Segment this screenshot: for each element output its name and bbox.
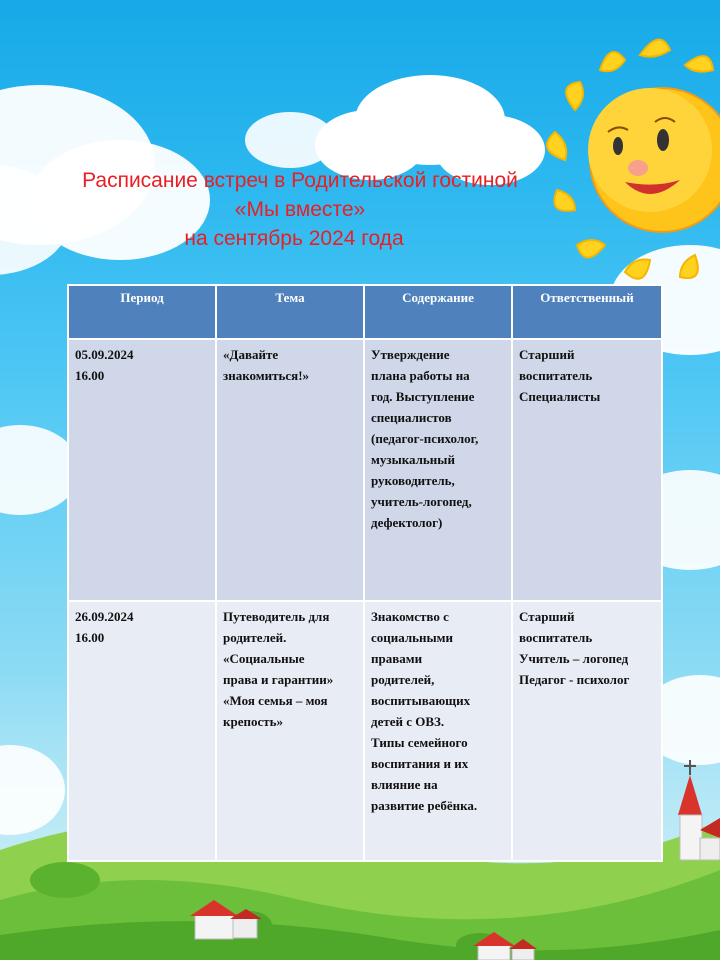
content-line: родителей, xyxy=(371,672,435,687)
responsible-line: воспитатель xyxy=(519,368,593,383)
content-line: влияние на xyxy=(371,777,438,792)
content-line: дефектолог) xyxy=(371,515,443,530)
topic-line: «Социальные xyxy=(223,651,305,666)
responsible-line: Специалисты xyxy=(519,389,601,404)
content-line: специалистов xyxy=(371,410,452,425)
topic-line: крепость» xyxy=(223,714,284,729)
topic-line: права и гарантии» xyxy=(223,672,334,687)
cell-topic xyxy=(216,601,364,861)
topic-line: знакомиться!» xyxy=(223,368,310,383)
content-line: Типы семейного xyxy=(371,735,468,750)
period-time: 16.00 xyxy=(75,368,105,383)
content-line: год. Выступление xyxy=(371,389,475,404)
content-line: Знакомство с xyxy=(371,609,449,624)
cell-content xyxy=(364,601,512,861)
content-line: учитель-логопед, xyxy=(371,494,472,509)
table-row xyxy=(68,339,662,601)
table-row xyxy=(68,601,662,861)
page-title xyxy=(20,166,580,253)
topic-line: «Моя семья – моя xyxy=(223,693,328,708)
header-topic: Тема xyxy=(216,285,364,339)
content-line: правами xyxy=(371,651,423,666)
responsible-line: Старший xyxy=(519,347,575,362)
content-line: (педагог-психолог, xyxy=(371,431,479,446)
header-responsible: Ответственный xyxy=(512,285,662,339)
responsible-line: Педагог - психолог xyxy=(519,672,630,687)
content-line: музыкальный xyxy=(371,452,455,467)
cell-responsible xyxy=(512,601,662,861)
topic-line: Путеводитель для xyxy=(223,609,330,624)
topic-line: родителей. xyxy=(223,630,287,645)
cell-content xyxy=(364,339,512,601)
responsible-line: Старший xyxy=(519,609,575,624)
content-line: воспитывающих xyxy=(371,693,471,708)
schedule-table xyxy=(67,284,663,862)
church-icon xyxy=(678,760,720,860)
content-line: руководитель, xyxy=(371,473,455,488)
header-period: Период xyxy=(68,285,216,339)
cell-period xyxy=(68,601,216,861)
header-content: Содержание xyxy=(364,285,512,339)
cell-topic xyxy=(216,339,364,601)
topic-line: «Давайте xyxy=(223,347,279,362)
cell-responsible xyxy=(512,339,662,601)
content-line: детей с ОВЗ. xyxy=(371,714,445,729)
cell-period xyxy=(68,339,216,601)
content-line: развитие ребёнка. xyxy=(371,798,478,813)
content-line: Утверждение xyxy=(371,347,450,362)
title-line-3: на сентябрь 2024 года xyxy=(184,227,404,250)
responsible-line: воспитатель xyxy=(519,630,593,645)
title-line-1: Расписание встреч в Родительской гостиной xyxy=(82,169,518,192)
content-line: воспитания и их xyxy=(371,756,469,771)
period-time: 16.00 xyxy=(75,630,105,645)
table-header-row xyxy=(68,285,662,339)
responsible-line: Учитель – логопед xyxy=(519,651,629,666)
period-date: 26.09.2024 xyxy=(75,609,134,624)
content-line: социальными xyxy=(371,630,454,645)
content-line: плана работы на xyxy=(371,368,470,383)
period-date: 05.09.2024 xyxy=(75,347,134,362)
title-line-2: «Мы вместе» xyxy=(234,198,366,221)
